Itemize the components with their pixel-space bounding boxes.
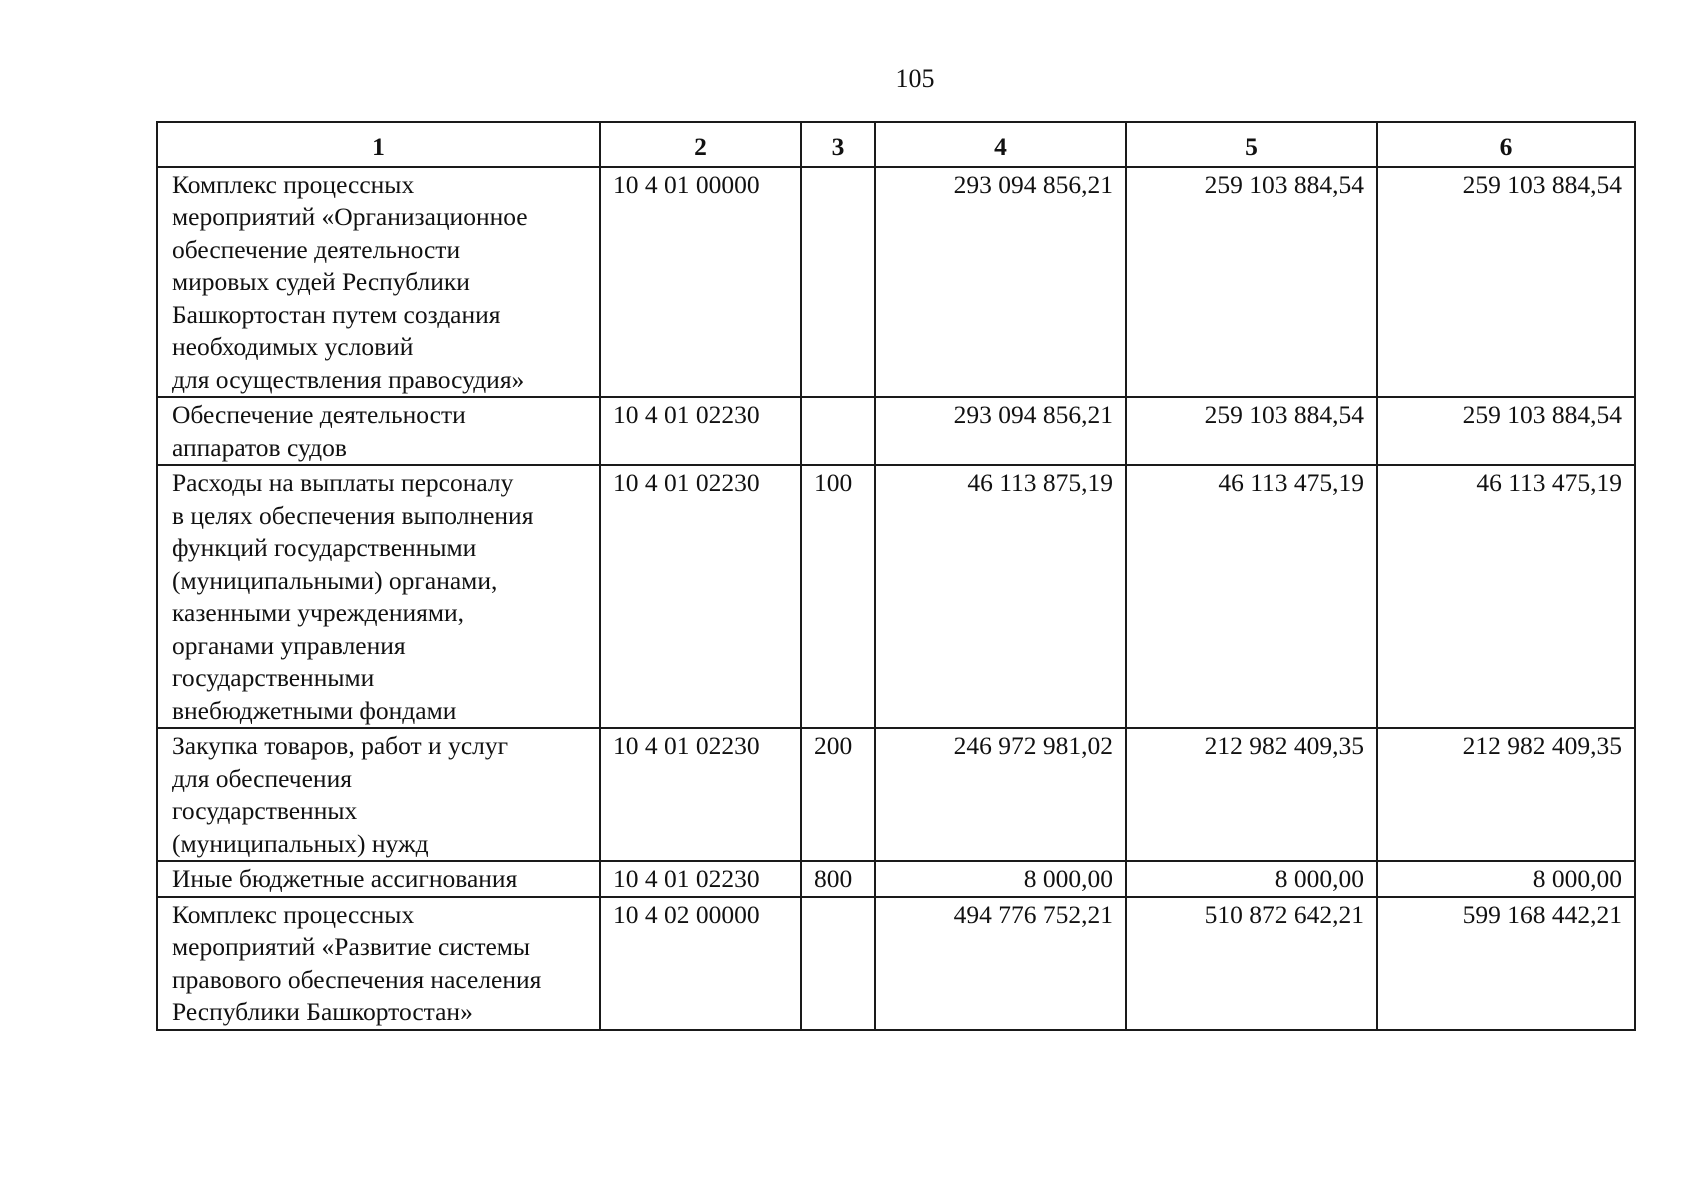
amount-col4-cell: 8 000,00 <box>875 861 1126 897</box>
target-code-cell: 10 4 01 02230 <box>600 397 801 465</box>
row-name-line: для обеспечения <box>172 763 352 793</box>
amount-col4-cell: 246 972 981,02 <box>875 728 1126 861</box>
row-name-line: правового обеспечения населения <box>172 964 542 994</box>
row-name-cell <box>157 728 600 861</box>
amount-col4-cell: 46 113 875,19 <box>875 465 1126 728</box>
row-name-line: внебюджетными фондами <box>172 695 457 725</box>
row-name-line: Комплекс процессных <box>172 899 415 929</box>
row-name-line: Иные бюджетные ассигнования <box>172 864 518 893</box>
amount-col6-cell: 8 000,00 <box>1377 861 1635 897</box>
row-name-line: государственных <box>172 796 358 825</box>
row-name-line: Башкортостан путем создания <box>172 299 501 329</box>
column-header: 2 <box>600 122 801 167</box>
column-header: 4 <box>875 122 1126 167</box>
row-name-line: Обеспечение деятельности <box>172 400 466 429</box>
row-name-line: казенными учреждениями, <box>172 598 465 627</box>
target-code-cell: 10 4 01 00000 <box>600 167 801 398</box>
target-code-cell: 10 4 01 02230 <box>600 861 801 897</box>
column-header: 3 <box>801 122 875 167</box>
row-name-line: Республики Башкортостан» <box>172 997 473 1026</box>
column-header: 6 <box>1377 122 1635 167</box>
row-name-line: обеспечение деятельности <box>172 234 461 264</box>
amount-col4-cell: 494 776 752,21 <box>875 897 1126 1030</box>
table-row <box>157 397 1635 465</box>
amount-col5-cell: 510 872 642,21 <box>1126 897 1377 1030</box>
target-code-cell: 10 4 01 02230 <box>600 728 801 861</box>
row-name-cell <box>157 167 600 398</box>
row-name-line: для осуществления правосудия» <box>172 364 525 394</box>
row-name-line: необходимых условий <box>172 332 414 361</box>
row-name-line: мероприятий «Организационное <box>172 202 528 231</box>
row-name-cell <box>157 397 600 465</box>
expense-type-cell: 800 <box>801 861 875 897</box>
table-row <box>157 465 1635 728</box>
amount-col5-cell: 259 103 884,54 <box>1126 167 1377 398</box>
row-name-cell <box>157 861 600 897</box>
budget-table <box>156 121 1636 1031</box>
amount-col5-cell: 212 982 409,35 <box>1126 728 1377 861</box>
amount-col6-cell: 259 103 884,54 <box>1377 167 1635 398</box>
row-name-line: (муниципальными) органами, <box>172 565 498 595</box>
amount-col5-cell: 259 103 884,54 <box>1126 397 1377 465</box>
amount-col6-cell: 212 982 409,35 <box>1377 728 1635 861</box>
row-name-line: мероприятий «Развитие системы <box>172 932 531 961</box>
target-code-cell: 10 4 01 02230 <box>600 465 801 728</box>
table-row <box>157 861 1635 897</box>
amount-col6-cell: 259 103 884,54 <box>1377 397 1635 465</box>
amount-col5-cell: 8 000,00 <box>1126 861 1377 897</box>
row-name-cell <box>157 465 600 728</box>
amount-col6-cell: 599 168 442,21 <box>1377 897 1635 1030</box>
row-name-line: мировых судей Республики <box>172 267 470 296</box>
row-name-line: (муниципальных) нужд <box>172 828 429 858</box>
amount-col6-cell: 46 113 475,19 <box>1377 465 1635 728</box>
table-row <box>157 897 1635 1030</box>
amount-col4-cell: 293 094 856,21 <box>875 397 1126 465</box>
row-name-line: Комплекс процессных <box>172 169 415 199</box>
page-number: 105 <box>895 64 935 93</box>
row-name-cell <box>157 897 600 1030</box>
table-header-row <box>157 122 1635 167</box>
expense-type-cell: 200 <box>801 728 875 861</box>
column-header: 1 <box>157 122 600 167</box>
amount-col5-cell: 46 113 475,19 <box>1126 465 1377 728</box>
expense-type-cell <box>801 897 875 1030</box>
row-name-line: государственными <box>172 663 375 692</box>
amount-col4-cell: 293 094 856,21 <box>875 167 1126 398</box>
target-code-cell: 10 4 02 00000 <box>600 897 801 1030</box>
expense-type-cell: 100 <box>801 465 875 728</box>
expense-type-cell <box>801 397 875 465</box>
row-name-line: функций государственными <box>172 533 477 562</box>
expense-type-cell <box>801 167 875 398</box>
row-name-line: в целях обеспечения выполнения <box>172 500 534 530</box>
table-row <box>157 167 1635 398</box>
row-name-line: аппаратов судов <box>172 432 347 462</box>
column-header: 5 <box>1126 122 1377 167</box>
row-name-line: Закупка товаров, работ и услуг <box>172 731 509 760</box>
row-name-line: Расходы на выплаты персоналу <box>172 468 514 497</box>
row-name-line: органами управления <box>172 630 406 660</box>
table-row <box>157 728 1635 861</box>
